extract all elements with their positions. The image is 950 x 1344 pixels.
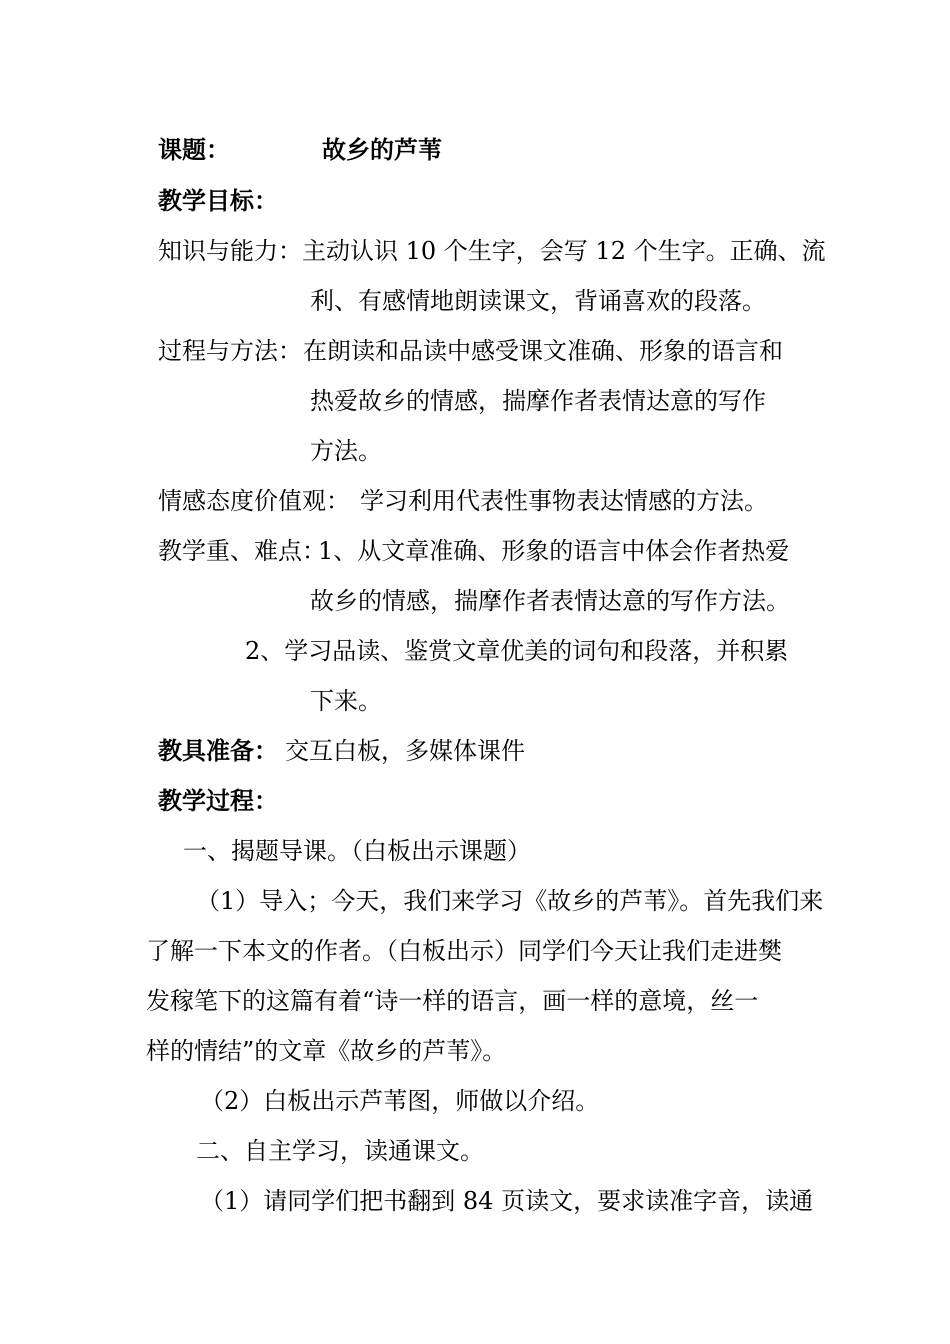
tools-label: 教具准备：: [158, 736, 278, 765]
process-line-3: 方法。: [310, 437, 382, 465]
knowledge-line-2: 利、有感情地朗读课文，背诵喜欢的段落。: [310, 287, 766, 315]
key-point-2-line-2: 下来。: [310, 687, 382, 715]
knowledge-line-1: 主动认识 10 个生字，会写 12 个生字。正确、流: [302, 237, 826, 265]
step-1-paragraph-1-line-4: 样的情结”的文章《故乡的芦苇》。: [146, 1037, 507, 1065]
step-1-paragraph-1-line-3: 发稼笔下的这篇有着“诗一样的语言，画一样的意境，丝一: [146, 987, 759, 1015]
process-label: 过程与方法：: [158, 337, 302, 365]
step-2-heading: 二、自主学习，读通课文。: [196, 1137, 484, 1165]
process-line-1: 在朗读和品读中感受课文准确、形象的语言和: [303, 337, 783, 365]
step-2-paragraph-1-line-1: （1）请同学们把书翻到 84 页读文，要求读准字音，读通: [200, 1187, 814, 1215]
key-point-1-line-2: 故乡的情感，揣摩作者表情达意的写作方法。: [310, 587, 790, 615]
lesson-title: 故乡的芦苇: [322, 135, 442, 164]
lesson-title-label: 课题：: [158, 135, 230, 164]
key-point-1-line-1: 1、从文章准确、形象的语言中体会作者热爱: [318, 537, 790, 565]
step-1-paragraph-1-line-1: （1）导入；今天，我们来学习《故乡的芦苇》。首先我们来: [196, 887, 824, 915]
step-1-heading: 一、揭题导课。（白板出示课题）: [183, 837, 531, 865]
objectives-heading: 教学目标：: [158, 186, 278, 215]
emotion-text: 学习利用代表性事物表达情感的方法。: [360, 487, 768, 515]
step-1-paragraph-2: （2）白板出示芦苇图，师做以介绍。: [200, 1087, 600, 1115]
process-line-2: 热爱故乡的情感，揣摩作者表情达意的写作: [310, 387, 766, 415]
knowledge-label: 知识与能力：: [158, 237, 302, 265]
step-1-paragraph-1-line-2: 了解一下本文的作者。（白板出示）同学们今天让我们走进樊: [146, 937, 782, 965]
emotion-label: 情感态度价值观：: [158, 487, 350, 515]
key-points-label: 教学重、难点：: [158, 537, 326, 565]
key-point-2-line-1: 2、学习品读、鉴赏文章优美的词句和段落，并积累: [245, 637, 789, 665]
tools-text: 交互白板，多媒体课件: [285, 737, 525, 765]
teaching-process-heading: 教学过程：: [158, 786, 278, 815]
